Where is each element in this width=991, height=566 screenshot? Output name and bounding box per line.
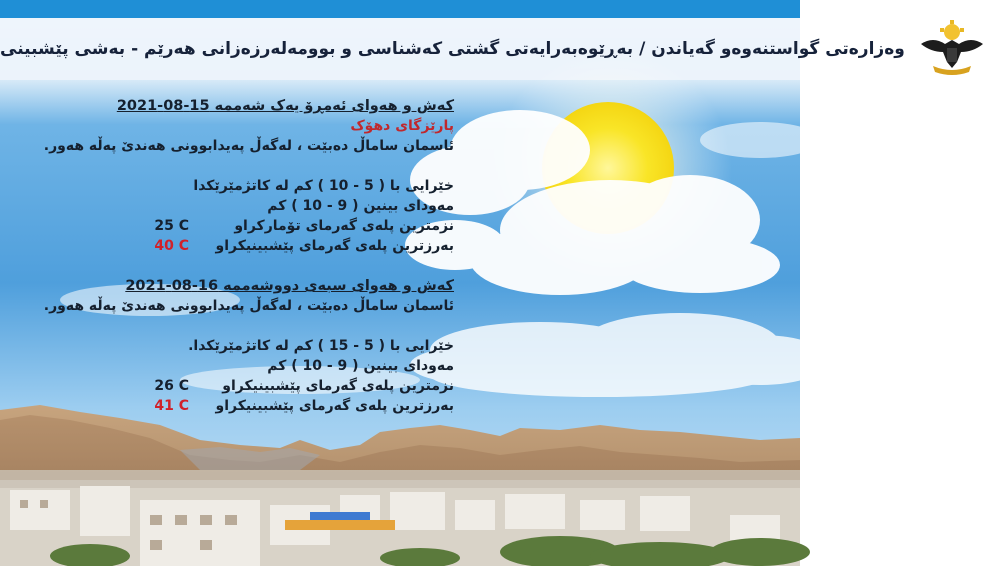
day2-max-temp-row xyxy=(14,396,454,416)
ministry-name: وەزارەتی گواستنەوەو گەیاندن xyxy=(651,39,905,59)
day1-max-value: 40 C xyxy=(154,238,189,254)
day2-title: کەش و هەوای سبەی دووشەممە 16-08-2021 xyxy=(125,278,454,294)
forecast-panel xyxy=(14,96,454,416)
day2-max-value: 41 C xyxy=(154,398,189,414)
day1-sky: ئاسمان ساماڵ دەبێت ، لەگەڵ پەیدابوونی هەندێ پەڵە هەور. xyxy=(43,138,454,154)
title-separator: / xyxy=(639,39,646,59)
kurdistan-eagle-emblem-icon xyxy=(913,18,991,80)
day1-visibility: مەودای بینین ( 9 - 10 ) کم xyxy=(267,198,454,214)
top-color-strip xyxy=(0,0,800,18)
day1-min-value: 25 C xyxy=(154,218,189,234)
day1-max-temp-row xyxy=(14,236,454,256)
day1-max-label: بەرزترین پلەی گەرمای پێشبینیکراو xyxy=(215,238,454,254)
day2-sky: ئاسمان ساماڵ دەبێت ، لەگەڵ پەیدابوونی هەندێ پەڵە هەور. xyxy=(43,298,454,314)
day2-min-label: نزمترین پلەی گەرمای پێشبینیکراو xyxy=(222,378,454,394)
city-skyline-icon xyxy=(0,470,810,566)
page-header xyxy=(0,18,905,80)
header-title xyxy=(0,39,905,59)
day2-visibility: مەودای بینین ( 9 - 10 ) کم xyxy=(267,358,454,374)
day2-min-value: 26 C xyxy=(154,378,189,394)
day1-min-label: نزمترین پلەی گەرمای تۆمارکراو xyxy=(234,218,454,234)
day1-title: کەش و هەوای ئەمڕۆ یەک شەممە 15-08-2021 xyxy=(116,98,454,114)
department-name: بەڕێوەبەرایەتی گشتی کەشناسی و بوومەلەرزەزانی هەرێم - بەشی پێشبینی xyxy=(0,39,634,59)
day2-wind: خێرایی با ( 5 - 15 ) کم لە کاتژمێرێکدا. xyxy=(188,338,454,354)
day2-max-label: بەرزترین پلەی گەرمای پێشبینیکراو xyxy=(215,398,454,414)
region-name: پارێزگای دهۆک xyxy=(350,118,454,134)
day1-min-temp-row xyxy=(14,216,454,236)
day1-wind: خێرایی با ( 5 - 10 ) کم لە کاتژمێرێکدا xyxy=(193,178,454,194)
day2-min-temp-row xyxy=(14,376,454,396)
